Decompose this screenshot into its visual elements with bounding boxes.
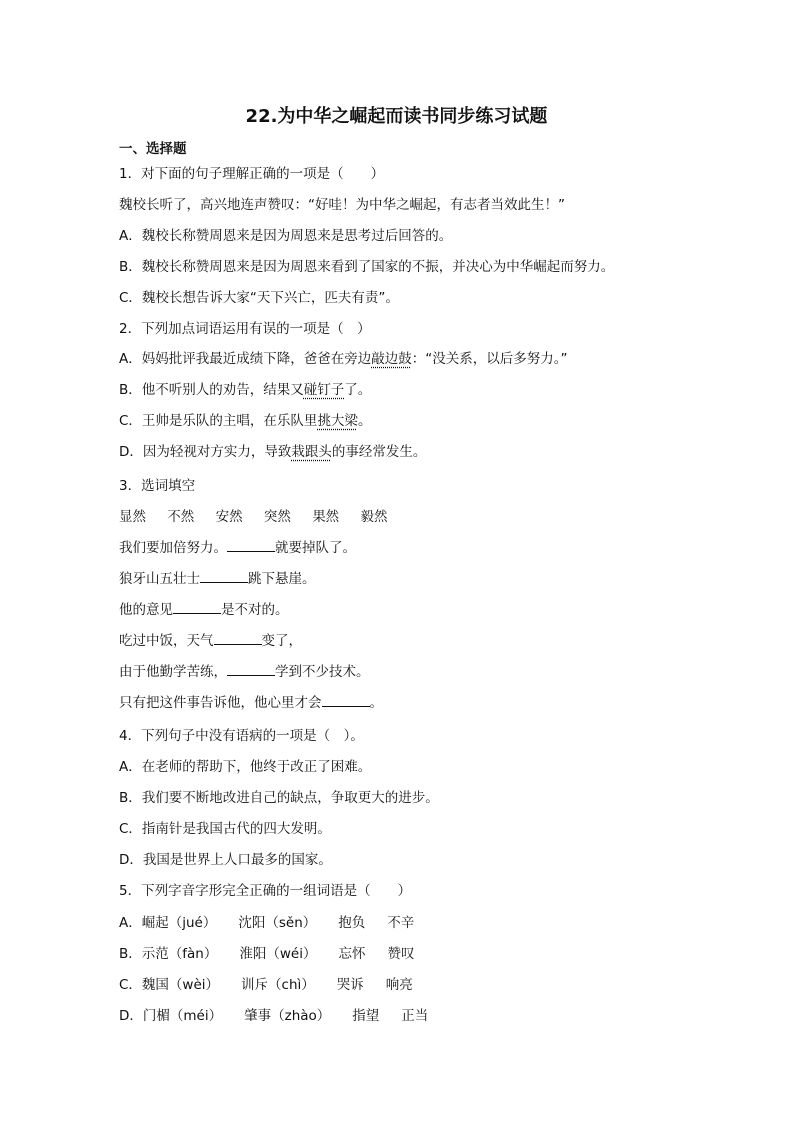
fill-blank[interactable]: [322, 694, 370, 707]
q4-option-d: D．我国是世界上人口最多的国家。: [119, 852, 332, 868]
q2-option-a: [119, 349, 568, 369]
q3-stem: 3．选词填空: [119, 478, 196, 494]
option-word: C．魏国（wèi）: [119, 977, 220, 993]
q3-sentence-4: [119, 631, 302, 651]
q2-a-dotted-word: 敲边鼓: [371, 351, 412, 367]
q1-option-b: B．魏校长称赞周恩来是因为周恩来看到了国家的不振，并决心为中华崛起而努力。: [119, 259, 615, 275]
word-bank-item: 不然: [167, 509, 195, 525]
q2-a-text: A．妈妈批评我最近成绩下降，爸爸在旁边: [119, 351, 372, 367]
fill-blank[interactable]: [227, 539, 275, 552]
option-word: D．门楣（méi）: [119, 1008, 223, 1024]
document-title: 22.为中华之崛起而读书同步练习试题: [245, 106, 548, 127]
q2-b-dotted-word: 碰钉子: [303, 382, 345, 398]
option-word: 指望: [352, 1008, 380, 1024]
option-word: 响亮: [385, 977, 413, 993]
sentence-text: 就要掉队了。: [275, 540, 356, 556]
q4-option-c: C．指南针是我国古代的四大发明。: [119, 821, 331, 837]
q1-option-c: C．魏校长想告诉大家“天下兴亡，匹夫有责”。: [119, 290, 399, 306]
q3-sentence-5: [119, 662, 370, 682]
q2-c-text-end: 。: [357, 413, 372, 429]
sentence-text: 我们要加倍努力。: [119, 540, 227, 556]
sentence-text: 跳下悬崖。: [248, 571, 316, 587]
fill-blank[interactable]: [214, 632, 262, 645]
q2-b-text-end: 了。: [344, 382, 372, 398]
word-bank-item: 突然: [263, 509, 291, 525]
option-word: 沈阳（sěn）: [238, 915, 317, 931]
q5-option-d: [119, 1006, 450, 1026]
q4-stem: 4．下列句子中没有语病的一项是（ ）。: [119, 728, 364, 744]
option-word: B．示范（fàn）: [119, 946, 218, 962]
q5-stem: 5．下列字音字形完全正确的一组词语是（ ）: [119, 883, 412, 899]
q3-sentence-6: [119, 693, 383, 713]
q3-sentence-1: [119, 538, 356, 558]
q5-option-b: [119, 944, 436, 964]
fill-blank[interactable]: [200, 570, 248, 583]
q2-d-text-end: 的事经常发生。: [331, 444, 427, 460]
q3-sentence-2: [119, 569, 316, 589]
sentence-text: 由于他勤学苦练，: [119, 664, 227, 680]
sentence-text: 学到不少技术。: [275, 664, 370, 680]
word-bank-item: 毅然: [360, 509, 388, 525]
q3-word-bank: [119, 507, 404, 527]
section-heading: 一、选择题: [119, 141, 187, 157]
q2-a-text-end: ：“没关系，以后多努力。”: [411, 351, 568, 367]
q2-d-dotted-word: 栽跟头: [291, 444, 332, 460]
q1-option-a: A．魏校长称赞周恩来是因为周恩来是思考过后回答的。: [119, 228, 453, 244]
sentence-text: 他的意见: [119, 602, 173, 618]
q2-stem: 2．下列加点词语运用有误的一项是（ ）: [119, 321, 371, 337]
option-word: 正当: [401, 1008, 429, 1024]
q2-c-text: C．王帅是乐队的主唱，在乐队里: [119, 413, 318, 429]
option-word: 赞叹: [387, 946, 415, 962]
option-word: 哭诉: [336, 977, 364, 993]
option-word: 不辛: [387, 915, 415, 931]
q5-option-a: [119, 913, 436, 933]
sentence-text: 是不对的。: [221, 602, 289, 618]
option-word: 肇事（zhào）: [244, 1008, 331, 1024]
option-word: 抱负: [338, 915, 366, 931]
sentence-text: 变了，: [261, 633, 302, 649]
q2-d-text: D．因为轻视对方实力，导致: [119, 444, 292, 460]
word-bank-item: 安然: [215, 509, 243, 525]
sentence-text: 只有把这件事告诉他，他心里才会: [119, 695, 322, 711]
fill-blank[interactable]: [173, 601, 221, 614]
q2-b-text: B．他不听别人的劝告，结果又: [119, 382, 304, 398]
q1-quote: 魏校长听了，高兴地连声赞叹：“好哇！为中华之崛起，有志者当效此生！”: [119, 197, 565, 213]
q2-c-dotted-word: 挑大梁: [317, 413, 358, 429]
option-word: A．崛起（jué）: [119, 915, 217, 931]
fill-blank[interactable]: [227, 663, 275, 676]
q5-option-c: [119, 975, 435, 995]
sentence-text: 。: [369, 695, 383, 711]
q3-sentence-3: [119, 600, 289, 620]
word-bank-item: 显然: [119, 509, 146, 525]
sentence-text: 吃过中饭，天气: [119, 633, 214, 649]
option-word: 忘怀: [338, 946, 366, 962]
q4-option-b: B．我们要不断地改进自己的缺点，争取更大的进步。: [119, 790, 439, 806]
option-word: 训斥（chì）: [241, 977, 315, 993]
q4-option-a: A．在老师的帮助下，他终于改正了困难。: [119, 759, 372, 775]
sentence-text: 狼牙山五壮士: [119, 571, 200, 587]
word-bank-item: 果然: [312, 509, 340, 525]
q2-option-b: [119, 380, 371, 400]
q2-option-d: [119, 442, 426, 462]
option-word: 淮阳（wéi）: [239, 946, 317, 962]
q1-stem: 1．对下面的句子理解正确的一项是（ ）: [119, 166, 385, 182]
q2-option-c: [119, 411, 371, 431]
